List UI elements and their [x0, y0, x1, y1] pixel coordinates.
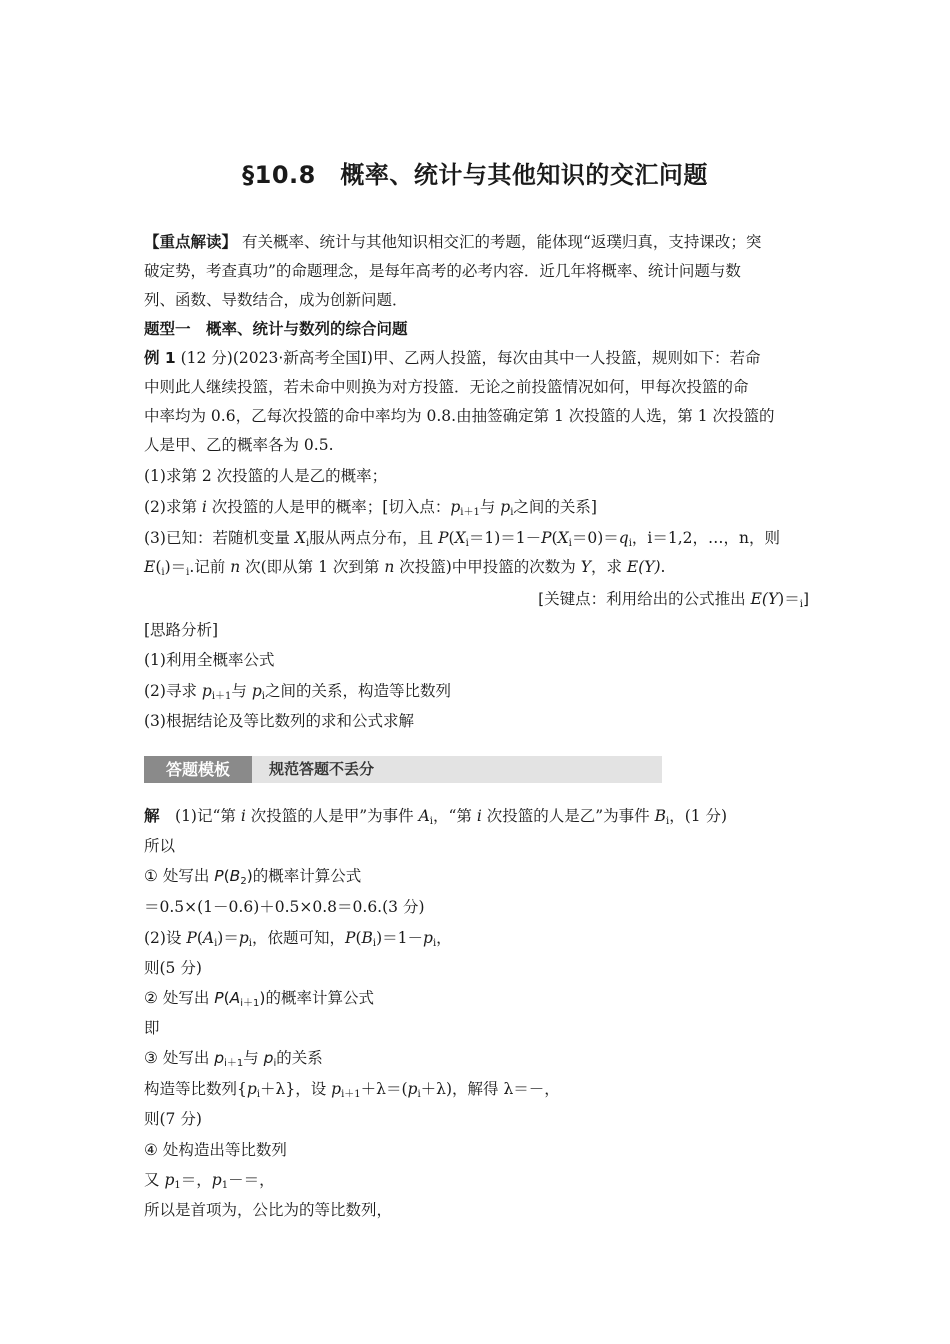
math-sub: i＋1 [341, 1089, 361, 1100]
solution-line-1 [144, 806, 809, 826]
math-P: P [186, 929, 197, 947]
answer-template-banner [144, 756, 662, 783]
sol-l5-e: ， [436, 929, 452, 947]
math-E: E [626, 558, 639, 576]
math-B: B [361, 929, 373, 947]
math-sub: i [372, 938, 377, 949]
math-p: p [164, 1171, 175, 1189]
solution-line-14: 所以是首项为，公比为的等比数列， [144, 1201, 393, 1219]
math-sub: i [161, 567, 165, 578]
example-line-1 [144, 348, 809, 368]
math-X: X [454, 529, 466, 547]
sol-l13-c: －＝， [228, 1171, 275, 1189]
s2-text-b: 与 [231, 682, 252, 700]
q2-text-b: 次投篮的人是甲的概率；[切入点： [206, 498, 451, 516]
math-paren: ( [355, 929, 362, 947]
math-X: X [557, 529, 569, 547]
key-text-c: ] [802, 590, 809, 608]
math-sub: i [186, 567, 190, 578]
solution-line-5 [144, 928, 809, 948]
sol-l1-e: ，(1 分) [669, 807, 728, 825]
math-P: P [214, 867, 224, 885]
math-P: P [438, 529, 449, 547]
solution-line-10 [144, 1079, 809, 1099]
example-text-1: (12 分)(2023·新高考全国Ⅰ)甲、乙两人投篮，每次由其中一人投篮，规则如下：若命 [175, 349, 761, 367]
example-line-3: 中率均为 0.6，乙每次投篮的命中率均为 0.8.由抽签确定第 1 次投篮的人选，第 1 次投篮的 [144, 407, 775, 425]
example-line-4: 人是甲、乙的概率各为 0.5. [144, 436, 334, 454]
math-p: p [246, 1080, 257, 1098]
math-paren: ( [223, 867, 230, 885]
math-sub: 2 [240, 876, 247, 887]
q3-l2-e: ，求 [590, 558, 627, 576]
sol-l1-c: ，“第 [432, 807, 477, 825]
q3-l2-b: .记前 [189, 558, 231, 576]
math-P: P [214, 989, 224, 1007]
math-p: p [263, 1049, 274, 1067]
math-X: X [294, 529, 306, 547]
q3-text-e: ，i＝1,2，…，n，则 [631, 529, 781, 547]
math-P: P [345, 929, 356, 947]
math-p: p [331, 1080, 342, 1098]
step2-a: ② 处写出 [144, 989, 215, 1007]
sol-l10-d: ＋λ)，解得 λ＝－， [420, 1080, 560, 1098]
math-i: i [201, 498, 207, 516]
math-E: E [750, 590, 762, 608]
solution-step-1 [144, 866, 809, 886]
math-sub: i＋1 [240, 998, 260, 1009]
math-p: p [450, 498, 461, 516]
intro-line-3: 列、函数、导数结合，成为创新问题． [144, 291, 408, 309]
q2-text-a: (2)求第 [144, 498, 202, 516]
sol-l5-b: )＝ [217, 929, 239, 947]
math-p: p [238, 929, 249, 947]
step3-c: 的关系 [276, 1049, 323, 1067]
math-Y-paren: (Y [761, 590, 779, 608]
page-title: §10.8 概率、统计与其他知识的交汇问题 [242, 161, 708, 189]
sol-l1-b: 次投篮的人是甲”为事件 [245, 807, 419, 825]
math-sub: i＋1 [460, 507, 480, 518]
math-sub: i [432, 938, 437, 949]
math-Y: Y [580, 558, 591, 576]
solution-line-4: ＝0.5×(1－0.6)＋0.5×0.8＝0.6.(3 分) [144, 898, 425, 916]
step1-b: )的概率计算公式 [246, 867, 362, 885]
q2-text-c: 与 [479, 498, 501, 516]
q3-l2-a: )＝ [164, 558, 187, 576]
q3-text-b: 服从两点分布，且 [309, 529, 439, 547]
math-paren: ( [196, 929, 203, 947]
solution-step-3 [144, 1048, 809, 1068]
analysis-step-1: (1)利用全概率公式 [144, 651, 275, 669]
intro-text-1: 有关概率、统计与其他知识相交汇的考题，能体现“返璞归真，支持课改；突 [241, 233, 762, 251]
math-sub: i [417, 1089, 421, 1100]
math-B: B [229, 867, 241, 885]
sol-l10-a: 构造等比数列{ [144, 1080, 247, 1098]
math-i: i [240, 807, 246, 825]
math-n: n [384, 558, 395, 576]
math-A: A [418, 807, 430, 825]
math-p: p [251, 682, 262, 700]
math-paren: ( [223, 989, 230, 1007]
intro-line-2: 破定势，考查真功”的命题理念，是每年高考的必考内容．近几年将概率、统计问题与数 [144, 262, 741, 280]
math-paren: ( [448, 529, 455, 547]
example-label: 例 1 [144, 349, 176, 367]
key-text-a: [关键点：利用给出的公式推出 [538, 590, 751, 608]
math-sub: i [214, 938, 218, 949]
math-sub: i [248, 938, 252, 949]
math-p: p [201, 682, 212, 700]
question-3-line-1 [144, 528, 809, 548]
math-q: q [618, 529, 629, 547]
sol-l1-d: 次投篮的人是乙”为事件 [481, 807, 655, 825]
math-sub: i＋1 [224, 1058, 244, 1069]
math-p: p [500, 498, 511, 516]
math-p: p [211, 1171, 222, 1189]
solution-step-2 [144, 988, 809, 1008]
math-p: p [214, 1049, 225, 1067]
q3-text-d: ＝0)＝ [571, 529, 619, 547]
analysis-heading: [思路分析] [144, 621, 219, 639]
sol-l5-a: (2)设 [144, 929, 187, 947]
math-P: P [541, 529, 552, 547]
sol-l10-b: ＋λ}，设 [260, 1080, 332, 1098]
math-sub: i [628, 538, 632, 549]
intro-line-1 [144, 232, 809, 252]
sol-l13-b: ＝， [180, 1171, 212, 1189]
q3-l2-c: 次(即从第 1 次到第 [240, 558, 385, 576]
q3-text-c: ＝1)＝1－ [468, 529, 542, 547]
step2-b: )的概率计算公式 [259, 989, 374, 1007]
math-paren: ( [155, 558, 162, 576]
math-sub: 1 [221, 1180, 229, 1191]
s2-text-a: (2)寻求 [144, 682, 202, 700]
step3-a: ③ 处写出 [144, 1049, 215, 1067]
math-sub: i [510, 507, 514, 518]
math-sub: i [568, 538, 572, 549]
sol-l13-a: 又 [144, 1171, 165, 1189]
math-sub: i [256, 1089, 261, 1100]
step3-b: 与 [243, 1049, 264, 1067]
math-B: B [654, 807, 666, 825]
math-p: p [407, 1080, 418, 1098]
example-line-2: 中则此人继续投篮，若未命中则换为对方投篮．无论之前投篮情况如何，甲每次投篮的命 [144, 378, 749, 396]
question-3-line-2: $E(_i)=_i$.记前 n 次(即从第 1 次到第 n 次投篮)中甲投篮的次数为 Y，求 E(Y). [144, 558, 666, 578]
analysis-step-2 [144, 681, 809, 701]
key-text-b: )＝ [778, 590, 800, 608]
question-2 [144, 497, 809, 517]
math-sub: i [799, 599, 803, 610]
analysis-step-3: (3)根据结论及等比数列的求和公式求解 [144, 712, 414, 730]
math-sub: i [665, 816, 670, 827]
sol-l5-d: )＝1－ [376, 929, 424, 947]
math-sub: i [465, 538, 469, 549]
solution-step-4: ④ 处构造出等比数列 [144, 1141, 287, 1159]
solution-label: 解 [144, 807, 160, 825]
q3-l2-d: 次投篮)中甲投篮的次数为 [394, 558, 581, 576]
math-A: A [229, 989, 241, 1007]
step1-a: ① 处写出 [144, 867, 215, 885]
solution-line-2: 所以 [144, 837, 176, 855]
s2-text-c: 之间的关系，构造等比数列 [264, 682, 451, 700]
sol-l1-a: (1)记“第 [159, 807, 241, 825]
intro-label: 【重点解读】 [144, 233, 238, 251]
section-heading: 题型一 概率、统计与数列的综合问题 [144, 320, 408, 338]
math-sub: i＋1 [211, 691, 232, 702]
solution-line-11: 则(7 分) [144, 1110, 202, 1128]
math-A: A [202, 929, 215, 947]
math-sub: i [305, 538, 310, 549]
solution-line-13 [144, 1170, 809, 1190]
sol-l10-c: ＋λ＝( [360, 1080, 408, 1098]
math-n: n [230, 558, 241, 576]
math-sub: 1 [174, 1180, 181, 1191]
banner-tag: 答题模板 [144, 756, 252, 783]
solution-line-6: 则(5 分) [144, 959, 202, 977]
solution-line-8: 即 [144, 1019, 160, 1037]
question-1: (1)求第 2 次投篮的人是乙的概率； [144, 467, 388, 485]
math-sub: i [261, 691, 265, 702]
banner-text: 规范答题不丢分 [269, 760, 375, 778]
math-E: E [144, 558, 156, 576]
math-p: p [423, 929, 433, 947]
key-point [144, 589, 809, 609]
math-i: i [476, 807, 482, 825]
q2-text-d: 之间的关系] [513, 498, 597, 516]
q3-text-a: (3)已知：若随机变量 [144, 529, 295, 547]
math-sub: i [273, 1058, 277, 1069]
math-Y-paren: (Y) [638, 558, 661, 576]
math-paren: ( [551, 529, 558, 547]
sol-l5-c: ，依题可知， [252, 929, 346, 947]
math-sub: i [429, 816, 433, 827]
